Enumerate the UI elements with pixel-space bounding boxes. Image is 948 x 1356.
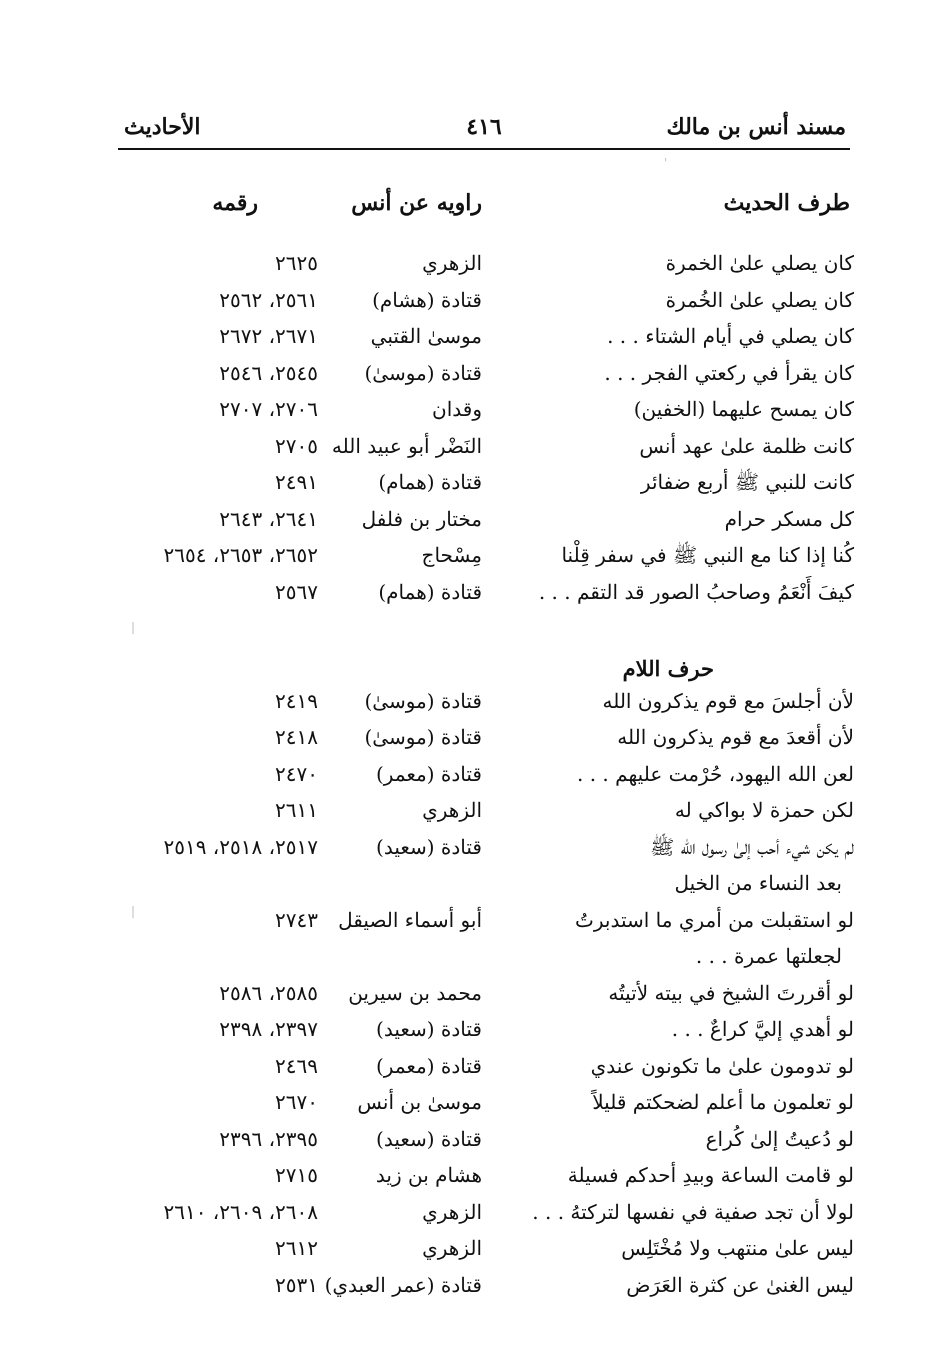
spacer-row	[100, 612, 856, 648]
section-title: الأحاديث	[124, 114, 201, 140]
hadith-numbers: ٢٧١٥	[275, 1163, 318, 1187]
hadith-text: لجعلتها عمرة . . .	[695, 944, 842, 968]
hadith-text: كان يصلي علىٰ الخُمرة	[665, 287, 854, 312]
hadith-text: لو قامت الساعة وبيدِ أحدكم فسيلة	[567, 1163, 854, 1187]
hadith-text: كان يقرأ في ركعتي الفجر . . .	[604, 360, 854, 385]
continuation-row	[100, 940, 856, 977]
hadith-text: لو أهدي إليَّ كراعٌ . . .	[671, 1017, 854, 1041]
hadith-row	[100, 503, 856, 540]
narrator: موسىٰ بن أنس	[357, 1090, 482, 1114]
hadith-row	[100, 320, 856, 357]
narrator: الزهري	[422, 1199, 482, 1224]
hadith-text: بعد النساء من الخيل	[674, 871, 842, 895]
hadith-numbers: ٢٦٧١، ٢٦٧٢	[219, 324, 318, 348]
hadith-row	[100, 1232, 856, 1269]
page-number: ٤١٦	[466, 114, 502, 140]
hadith-text: ليس علىٰ منتهب ولا مُخْتَلِس	[621, 1236, 854, 1260]
hadith-numbers: ٢٧٤٣	[275, 907, 318, 932]
hadith-text: لو استقبلت من أمري ما استدبرتُ	[575, 907, 854, 932]
narrator: قتادة (سعيد)	[376, 1017, 482, 1041]
narrator: قتادة (سعيد)	[376, 1126, 482, 1151]
hadith-text: لو دُعيتُ إلىٰ كُراع	[705, 1126, 854, 1151]
column-header-narrator: راويه عن أنس	[351, 190, 482, 216]
hadith-row	[100, 284, 856, 321]
hadith-text: لأن أجلسَ مع قوم يذكرون الله	[602, 688, 854, 713]
hadith-text: لو تدومون علىٰ ما تكونون عندي	[590, 1053, 854, 1078]
hadith-text: كان يصلي في أيام الشتاء . . .	[607, 324, 854, 348]
narrator: قتادة (همام)	[378, 470, 482, 494]
hadith-numbers: ٢٣٩٥، ٢٣٩٦	[219, 1126, 318, 1151]
hadith-numbers: ٢٥٣١	[275, 1272, 318, 1297]
hadith-row	[100, 1123, 856, 1160]
hadith-numbers: ٢٦٤١، ٢٦٤٣	[219, 506, 318, 531]
narrator: قتادة (موسىٰ)	[364, 725, 482, 749]
hadith-row	[100, 466, 856, 503]
hadith-row	[100, 539, 856, 576]
book-title: مسند أنس بن مالك	[666, 114, 846, 140]
narrator: مِسْحاج	[421, 543, 482, 567]
hadith-text: كان يصلي علىٰ الخمرة	[665, 251, 854, 275]
hadith-text: كيفَ أَنْعَمُ وصاحبُ الصور قد التقم . . .	[538, 579, 854, 604]
page-header	[118, 108, 850, 150]
hadith-numbers: ٢٦٢٥	[275, 251, 318, 275]
hadith-row	[100, 576, 856, 613]
hadith-text: كل مسكر حرام	[724, 506, 854, 531]
column-header-number: رقمه	[212, 190, 258, 216]
hadith-row	[100, 904, 856, 941]
narrator: الزهري	[422, 1236, 482, 1260]
hadith-row	[100, 794, 856, 831]
hadith-numbers: ٢٤٩١	[275, 470, 318, 494]
hadith-numbers: ٢٧٠٦، ٢٧٠٧	[219, 397, 318, 421]
hadith-row	[100, 1013, 856, 1050]
hadith-text: لو أقررتَ الشيخ في بيته لأتيتُه	[608, 980, 854, 1005]
narrator: النَضْر أبو عبيد الله	[331, 433, 482, 458]
hadith-row	[100, 357, 856, 394]
hadith-text: لو تعلمون ما أعلم لضحكتم قليلاً	[592, 1090, 854, 1114]
hadith-numbers: ٢٦٠٨، ٢٦٠٩، ٢٦١٠	[163, 1199, 318, 1224]
hadith-numbers: ٢٤٦٩	[275, 1053, 318, 1078]
hadith-text: كُنا إذا كنا مع النبي ﷺ في سفر قِلْنا	[561, 543, 854, 567]
narrator: الزهري	[422, 251, 482, 275]
hadith-row	[100, 393, 856, 430]
hadith-text: لكن حمزة لا بواكي له	[674, 798, 854, 822]
hadith-numbers: ٢٦١١	[275, 798, 318, 822]
narrator: هشام بن زيد	[375, 1163, 482, 1187]
hadith-numbers: ٢٥٤٥، ٢٥٤٦	[219, 360, 318, 385]
hadith-row	[100, 831, 856, 868]
continuation-row	[100, 867, 856, 904]
hadith-row	[100, 758, 856, 795]
column-header-hadith-text: طرف الحديث	[723, 190, 850, 216]
narrator: مختار بن فلفل	[361, 506, 482, 531]
hadith-numbers: ٢٤١٩	[275, 688, 318, 713]
hadith-numbers: ٢٦١٢	[275, 1236, 318, 1260]
narrator: محمد بن سيرين	[348, 980, 482, 1005]
hadith-text: ليس الغنىٰ عن كثرة العَرَض	[626, 1272, 854, 1297]
hadith-row	[100, 247, 856, 284]
hadith-row	[100, 685, 856, 722]
hadith-numbers: ٢٦٧٠	[275, 1090, 318, 1114]
hadith-text: كانت ظلمة علىٰ عهد أنس	[639, 433, 854, 458]
scan-mark: '	[664, 156, 668, 170]
hadith-row	[100, 1159, 856, 1196]
section-heading-row	[100, 648, 856, 685]
hadith-text: لعن الله اليهود، حُرْمت عليهم . . .	[576, 761, 854, 786]
scan-mark: |	[131, 904, 136, 918]
narrator: الزهري	[422, 798, 482, 822]
section-heading: حرف اللام	[622, 656, 714, 681]
hadith-numbers: ٢٥٦١، ٢٥٦٢	[219, 287, 318, 312]
hadith-row	[100, 1050, 856, 1087]
hadith-index-list	[100, 247, 856, 1305]
narrator: قتادة (عمر العبدي)	[324, 1272, 482, 1297]
hadith-row	[100, 1196, 856, 1233]
hadith-numbers: ٢٥٦٧	[275, 579, 318, 604]
hadith-row	[100, 977, 856, 1014]
hadith-numbers: ٢٤١٨	[275, 725, 318, 749]
hadith-numbers: ٢٤٧٠	[275, 761, 318, 786]
scan-mark: |	[131, 620, 136, 634]
hadith-text: كان يمسح عليهما (الخفين)	[633, 397, 854, 421]
hadith-text: لولا أن تجد صفية في نفسها لتركتهُ . . .	[532, 1199, 854, 1224]
hadith-text: كانت للنبي ﷺ أربع ضفائر	[640, 470, 854, 494]
hadith-row	[100, 721, 856, 758]
hadith-numbers: ٢٣٩٧، ٢٣٩٨	[219, 1017, 318, 1041]
hadith-numbers: ٢٦٥٢، ٢٦٥٣، ٢٦٥٤	[163, 543, 318, 567]
hadith-numbers: ٢٧٠٥	[275, 433, 318, 458]
narrator: قتادة (هشام)	[372, 287, 482, 312]
narrator: قتادة (معمر)	[376, 761, 482, 786]
hadith-numbers: ٢٥١٧، ٢٥١٨، ٢٥١٩	[163, 834, 318, 859]
narrator: قتادة (سعيد)	[376, 834, 482, 859]
narrator: قتادة (موسىٰ)	[364, 360, 482, 385]
hadith-row	[100, 1086, 856, 1123]
hadith-text: لم يكن شيء أحب إلىٰ رسول الله ﷺ	[650, 834, 854, 859]
narrator: قتادة (همام)	[378, 579, 482, 604]
narrator: موسىٰ القتبي	[370, 324, 482, 348]
hadith-text: لأن أقعدَ مع قوم يذكرون الله	[617, 725, 854, 749]
narrator: قتادة (موسىٰ)	[364, 688, 482, 713]
narrator: أبو أسماء الصيقل	[338, 907, 482, 932]
hadith-row	[100, 1269, 856, 1306]
narrator: قتادة (معمر)	[376, 1053, 482, 1078]
hadith-numbers: ٢٥٨٥، ٢٥٨٦	[219, 980, 318, 1005]
narrator: وقدان	[432, 397, 482, 421]
hadith-row	[100, 430, 856, 467]
